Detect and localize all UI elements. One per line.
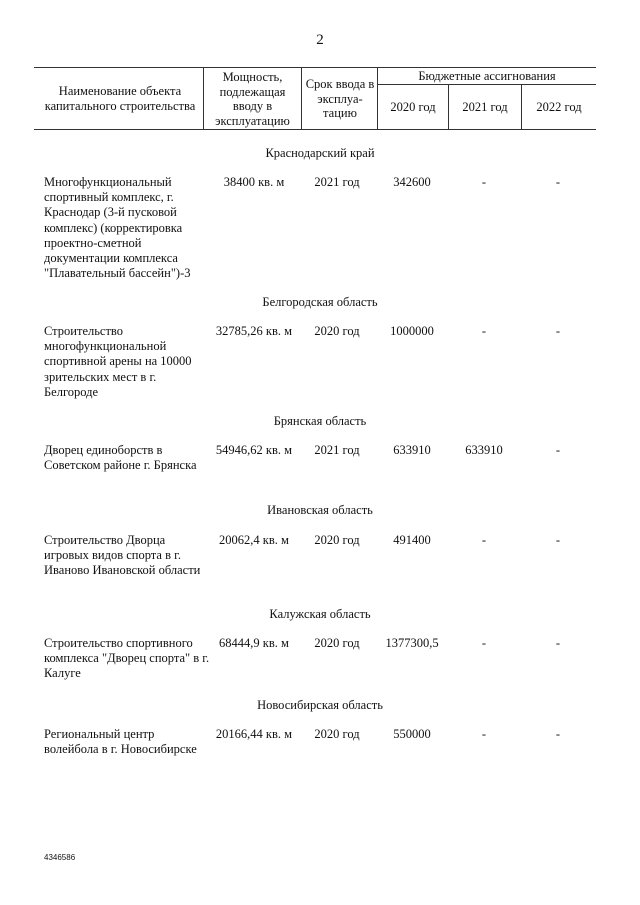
header-bottom-border (34, 129, 596, 130)
region-heading: Белгородская область (262, 295, 378, 309)
header-divider-3 (377, 67, 378, 129)
budget-2022: - (555, 324, 561, 338)
region-heading: Калужская область (269, 607, 371, 621)
page-number: 2 (316, 32, 324, 48)
budget-2021: - (481, 533, 487, 547)
object-power: 32785,26 кв. м (215, 324, 293, 338)
region-heading: Новосибирская область (257, 698, 383, 712)
object-term: 2020 год (314, 727, 360, 741)
budget-2021: - (481, 175, 487, 189)
budget-2020: 491400 (393, 533, 431, 547)
object-term: 2020 год (314, 324, 360, 338)
budget-2020: 633910 (393, 443, 431, 457)
header-year-2020: 2020 год (390, 100, 436, 114)
budget-2020: 342600 (393, 175, 431, 189)
budget-subheader-border (377, 84, 596, 85)
header-top-border (34, 67, 596, 68)
budget-2022: - (555, 175, 561, 189)
header-divider-2 (301, 67, 302, 129)
budget-2022: - (555, 636, 561, 650)
budget-2022: - (555, 533, 561, 547)
header-divider-1 (203, 67, 204, 129)
budget-2021: - (481, 636, 487, 650)
object-name: Региональный центр волейбола в г. Новосибирске (44, 727, 197, 757)
header-power: Мощность, подлежащая вводу в эксплуатацию (215, 70, 290, 128)
object-term: 2021 год (314, 443, 360, 457)
object-term: 2020 год (314, 636, 360, 650)
object-name: Строительство Дворца игровых видов спорта в г. Иваново Ивановской области (44, 533, 201, 578)
budget-2021: - (481, 324, 487, 338)
object-term: 2021 год (314, 175, 360, 189)
object-term: 2020 год (314, 533, 360, 547)
budget-2021: - (481, 727, 487, 741)
budget-2020: 1377300,5 (385, 636, 439, 650)
object-power: 68444,9 кв. м (219, 636, 289, 650)
budget-2020: 1000000 (390, 324, 434, 338)
budget-2020: 550000 (393, 727, 431, 741)
budget-2022: - (555, 443, 561, 457)
object-power: 54946,62 кв. м (215, 443, 293, 457)
header-year-2022: 2022 год (536, 100, 582, 114)
object-power: 20062,4 кв. м (219, 533, 289, 547)
header-year-2021: 2021 год (462, 100, 508, 114)
region-heading: Краснодарский край (265, 146, 375, 160)
object-name: Дворец единоборств в Советском районе г. Брянска (44, 443, 197, 473)
object-power: 38400 кв. м (223, 175, 285, 189)
header-name: Наименование объекта капитального строительства (44, 84, 196, 113)
object-name: Строительство спортивного комплекса "Дворец спорта" в г. Калуге (44, 636, 210, 681)
region-heading: Брянская область (273, 414, 367, 428)
budget-2021: 633910 (465, 443, 503, 457)
object-name: Строительство многофункциональной спортивной арены на 10000 зрительских мест в г. Белгороде (44, 324, 192, 399)
object-name: Многофункциональный спортивный комплекс, г. Краснодар (3-й пусковой комплекс) (корректировка проектно-сметной документации комплекса "Плавательный бассейн")-3 (44, 175, 191, 281)
header-term: Срок ввода в эксплуа-тацию (305, 77, 375, 120)
budget-2022: - (555, 727, 561, 741)
document-code: 4346586 (44, 853, 76, 862)
header-budget: Бюджетные ассигнования (418, 69, 556, 83)
region-heading: Ивановская область (267, 503, 373, 517)
object-power: 20166,44 кв. м (215, 727, 293, 741)
